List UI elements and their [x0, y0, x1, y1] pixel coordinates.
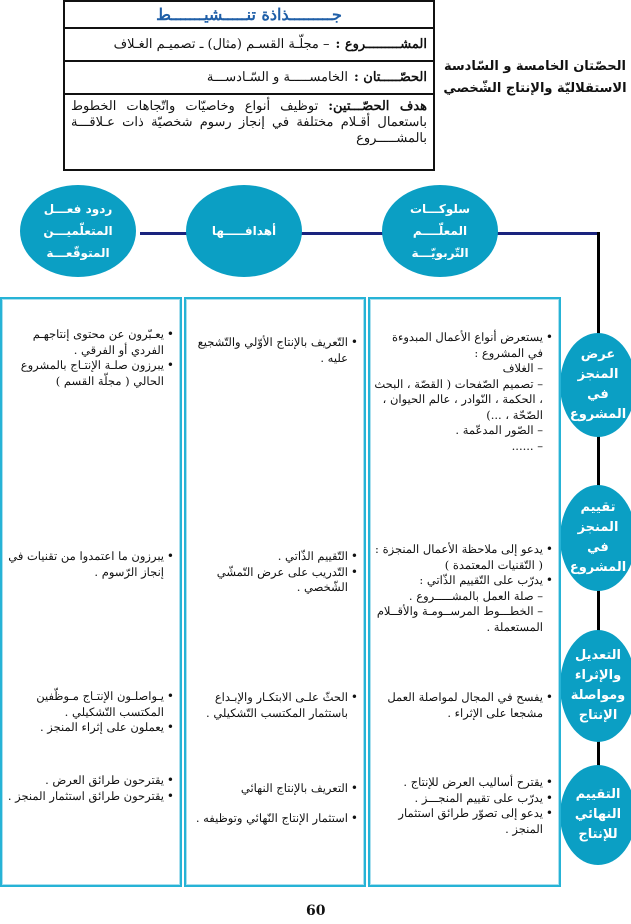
list-item: • يقترحون طرائق العرض .: [6, 773, 174, 789]
list-item: – الغلاف: [502, 361, 543, 375]
bubble-goals: [186, 185, 302, 277]
step-line: للإنتاج: [578, 827, 618, 842]
list-gap: [190, 797, 358, 811]
side-heading-line2: الاستقلاليّة والإنتاج الشّخصي: [443, 81, 627, 96]
list-item: • يدعو إلى ملاحظة الأعمال المنجزة : ( التّقنيات المعتمدة ): [374, 542, 553, 573]
teacher-cell-4: [374, 775, 553, 837]
goal-value: توظيف أنواع وخاصيّات واتّجاهات الخطوط باستعمال أقـلام مختلفة في إنجاز رسوم شخصيّة ذات عـلاقـــة بالمشـــــروع: [71, 99, 427, 146]
goals-cells: [184, 297, 366, 887]
bubble-line: المتوقّعـــة: [46, 246, 110, 260]
goals-cell-4: [190, 781, 358, 826]
list-item: • يفسح في المجال لمواصلة العمل مشجعا على الإثراء .: [374, 690, 553, 721]
list-item: • يدرّب على التّقييم الذّاتي :: [374, 573, 553, 589]
list-item: – الخطـــوط المرســومـة والأقــلام المستعملة .: [376, 604, 543, 634]
bubble-line: المعلّــــم: [412, 224, 468, 238]
step-line: تقييم المنجز: [577, 500, 619, 535]
learners-cell-4: [6, 773, 174, 804]
side-heading: [440, 56, 630, 100]
list-item: • يقترحون طرائق استثمار المنجز .: [6, 789, 174, 805]
card-title: جـــــــــذاذة تنـــــشيـــــــط: [65, 2, 433, 29]
list-item: • التّقييم الذّاتي .: [190, 549, 358, 565]
list-item: • التعريف بالإنتاج النهائي: [190, 781, 358, 797]
list-item: • يـواصلـون الإنتـاج مـوظّفين المكتسب التّشكيلي .: [6, 689, 174, 720]
step-bubble-final-evaluation: [560, 765, 631, 865]
step-line: التعديل: [575, 648, 621, 663]
sessions-label: الحصّـــــتان :: [353, 70, 427, 85]
step-line: في المشروع: [569, 540, 627, 575]
list-item: – الصّور المدعّمة .: [455, 423, 543, 437]
list-item: • يدرّب على تقييم المنجـــز .: [374, 791, 553, 807]
bubble-line: المتعلّميـــن: [43, 224, 113, 238]
bubble-teacher-behaviors: [382, 185, 498, 277]
goals-cell-1: [190, 335, 358, 366]
learners-cell-3: [6, 689, 174, 736]
step-line: في المشروع: [569, 387, 627, 422]
bubble-line: التّربويّـــة: [411, 246, 469, 260]
step-bubble-presentation: [560, 333, 631, 437]
goal-label: هدف الحصّـــتين:: [328, 99, 427, 114]
goals-cell-3: [190, 690, 358, 721]
teacher-cell-1: [374, 330, 553, 454]
step-line: النهائي: [574, 807, 622, 822]
list-item: • يعـبّرون عن محتوى إنتاجهـم الفردي أو الفرقي .: [6, 327, 174, 358]
goal-row: [65, 95, 433, 169]
project-value: – مجلّـة القسـم (مثال) ـ تصميـم الغـلاف: [113, 37, 330, 52]
sessions-value: الخامســـــة و السّـادســـة: [206, 70, 348, 85]
project-row: [65, 29, 433, 62]
list-item: • التّدريب على عرض التّمشّي الشّخصي .: [190, 565, 358, 596]
bubble-line: ردود فعـــل: [43, 202, 113, 216]
step-line: ومواصلة: [570, 688, 626, 703]
bubble-learner-reactions: [20, 185, 136, 277]
list-item: – تصميم الصّفحات ( القصّة ، البحث ، الحكمة ، النّوادر ، عالم الحيوان ، الصّحّة ، ...): [374, 376, 543, 422]
step-line: والإثراء: [574, 668, 622, 683]
list-item: – ......: [511, 438, 543, 453]
teacher-cell-3: [374, 690, 553, 721]
side-heading-line1: الحصّتان الخامسة و السّادسة: [444, 59, 626, 74]
step-bubble-evaluation: [560, 485, 631, 591]
project-label: المشـــــــــروع :: [335, 37, 427, 52]
step-line: عرض المنجز: [577, 347, 619, 382]
step-bubble-enrichment: [560, 630, 631, 742]
step-line: الإنتاج: [578, 708, 618, 723]
goals-cell-2: [190, 549, 358, 596]
list-item: • يدعو إلى تصوّر طرائق استثمار المنجز .: [374, 806, 553, 837]
learners-cell-2: [6, 549, 174, 580]
teacher-cell-2: [374, 542, 553, 635]
learners-cells: [0, 297, 182, 887]
list-item: • استثمار الإنتاج النّهائي وتوظيفه .: [190, 811, 358, 827]
step-line: التقييم: [575, 787, 621, 802]
list-item: • يبرزون صلـة الإنتـاج بالمشروع الحالي ( مجلّة القسم ): [6, 358, 174, 389]
learners-cell-1: [6, 327, 174, 389]
list-item: • يستعرض أنواع الأعمال المبدوءة في المشروع :: [374, 330, 553, 361]
list-item: • يبرزون ما اعتمدوا من تقنيات في إنجاز الرّسوم .: [6, 549, 174, 580]
bubble-line: أهدافـــــها: [211, 224, 277, 238]
bubble-line: سلوكـــات: [409, 202, 471, 216]
sessions-row: [65, 62, 433, 95]
list-item: • يقترح أساليب العرض للإنتاج .: [374, 775, 553, 791]
list-item: • التّعريف بالإنتاج الأوّلي والتّشجيع عليه .: [190, 335, 358, 366]
list-item: • يعملون على إثراء المنجز .: [6, 720, 174, 736]
list-item: – صلة العمل بالمشـــــروع .: [408, 588, 543, 603]
teacher-cells: [368, 297, 561, 887]
activity-card: [63, 0, 435, 171]
list-item: • الحثّ علـى الابتكـار والإبـداع باستثمار المكتسب التّشكيلي .: [190, 690, 358, 721]
page-number: 60: [306, 903, 326, 919]
